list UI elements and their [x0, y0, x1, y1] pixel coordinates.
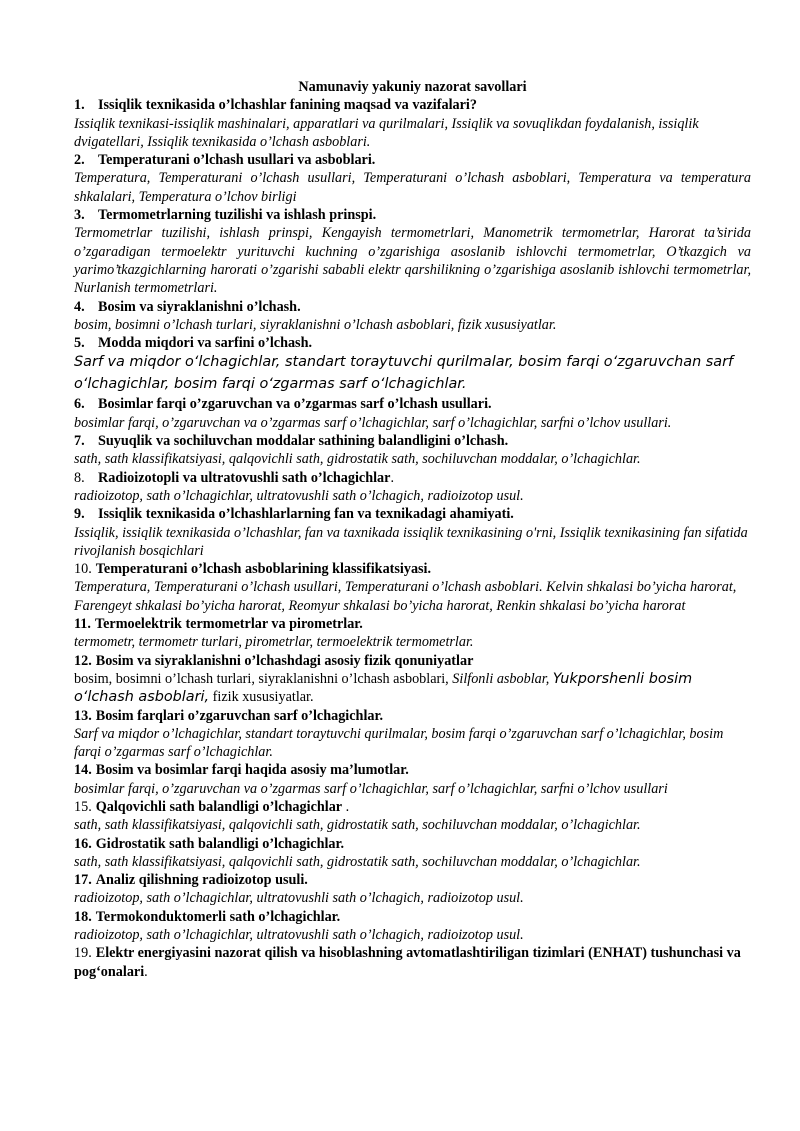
answer-3: Termometrlar tuzilishi, ishlash prinspi, Kengayish termometrlari, Manometrik termometrlar, Harorat ta’sirida o’zgaradigan termoelektr yurituvchi kuchning o’zgarishiga asoslanib ishlovchi termometrlar, O’tkazgich va yarimo’tkazgichlarning harorati o’zgarishi sababli elektr qarshilikning o’zgarishiga asoslanib ishlovchi termometrlar, Nurlanish termometrlari. — [74, 225, 751, 297]
question-text: Radioizotopli va ultratovushli sath o’lchagichlar — [98, 469, 391, 486]
question-text: Bosim va siyraklanishni o’lchash. — [98, 298, 301, 315]
question-tail: . — [342, 798, 350, 815]
question-3 — [74, 206, 751, 224]
question-13 — [74, 707, 751, 725]
answer-part: Silfonli asboblar, — [452, 670, 553, 687]
question-number: 2. — [74, 152, 85, 169]
question-number: 1. — [74, 97, 85, 114]
question-number: 6. — [74, 396, 85, 413]
answer-7: sath, sath klassifikatsiyasi, qalqovichli sath, gidrostatik sath, sochiluvchan moddalar, o’lchagichlar. — [74, 451, 641, 468]
question-16 — [74, 835, 751, 853]
question-number: 9. — [74, 506, 85, 523]
answer-13: Sarf va miqdor o’lchagichlar, standart toraytuvchi qurilmalar, bosim farqi o’zgaruvchan sarf o’lchagichlar, bosim farqi o’zgarmas sarf o’lchagichlar. — [74, 725, 724, 761]
question-number: 17. — [74, 872, 92, 889]
document-content — [74, 78, 751, 981]
question-10 — [74, 560, 751, 578]
question-text: Termokonduktomerli sath o’lchagichlar. — [95, 908, 341, 925]
answer-6: bosimlar farqi, o’zgaruvchan va o’zgarmas sarf o’lchagichlar, sarf o’lchagichlar, sarfni o’lchov usullari. — [74, 414, 672, 431]
question-text: Issiqlik texnikasida o’lchashlarlarning fan va texnikadagi ahamiyati. — [98, 506, 514, 523]
question-text: Bosimlar farqi o’zgaruvchan va o’zgarmas sarf o’lchash usullari. — [98, 396, 492, 413]
answer-2: Temperatura, Temperaturani o’lchash usullari, Temperaturani o’lchash asboblari, Temperatura va temperatura shkalalari, Temperatura o’lchov birligi — [74, 170, 751, 205]
answer-part: bosim, bosimni o’lchash turlari, siyraklanishni o’lchash asboblari, — [74, 670, 453, 687]
question-number: 18. — [74, 908, 92, 925]
question-number: 3. — [74, 207, 85, 224]
question-19 — [74, 944, 751, 981]
answer-part: Yukporshenli bosim o‘lchash asboblari, — [74, 670, 693, 706]
question-number: 4. — [74, 298, 85, 315]
question-number: 7. — [74, 433, 85, 450]
question-number: 11. — [74, 616, 91, 633]
question-6 — [74, 395, 751, 413]
question-text: Temperaturani o’lchash asboblarining klassifikatsiyasi. — [95, 561, 432, 578]
question-number: 12. — [74, 652, 92, 669]
answer-16: sath, sath klassifikatsiyasi, qalqovichli sath, gidrostatik sath, sochiluvchan moddalar, o’lchagichlar. — [74, 853, 641, 870]
question-number: 14. — [74, 762, 92, 779]
question-number: 13. — [74, 707, 92, 724]
question-number: 5. — [74, 335, 85, 352]
question-14 — [74, 761, 751, 779]
question-text: Termometrlarning tuzilishi va ishlash prinspi. — [98, 207, 377, 224]
question-8 — [74, 469, 751, 487]
answer-5: Sarf va miqdor o‘lchagichlar, standart toraytuvchi qurilmalar, bosim farqi o‘zgaruvchan sarf o‘lchagichlar, bosim farqi o‘zgarmas sarf o‘lchagichlar. — [74, 354, 734, 392]
question-text: Suyuqlik va sochiluvchan moddalar sathining balandligini o’lchash. — [98, 433, 509, 450]
question-18 — [74, 908, 751, 926]
answer-8: radioizotop, sath o’lchagichlar, ultratovushli sath o’lchagich, radioizotop usul. — [74, 487, 524, 504]
question-text: Modda miqdori va sarfini o’lchash. — [98, 335, 313, 352]
answer-9: Issiqlik, issiqlik texnikasida o’lchashlar, fan va taxnikada issiqlik texnikasining o'rni, Issiqlik texnikasining fan sifatida rivojlanish bosqichlari — [74, 524, 748, 559]
answer-11: termometr, termometr turlari, pirometrlar, termoelektrik termometrlar. — [74, 634, 474, 651]
answer-1: Issiqlik texnikasi-issiqlik mashinalari, apparatlari va qurilmalari, Issiqlik va sovuqlikdan foydalanish, issiqlik dvigatellari, Issiqlik texnikasida o’lchash asboblari. — [74, 115, 699, 150]
question-text: Elektr energiyasini nazorat qilish va hisoblashning avtomatlashtiriligan tizimlari (ENHAT) tushunchasi va pog‘onalari — [74, 945, 741, 980]
question-tail: . — [144, 963, 148, 980]
question-text: Gidrostatik sath balandligi o’lchagichlar. — [95, 835, 345, 852]
question-text: Temperaturani o’lchash usullari va asboblari. — [98, 152, 376, 169]
question-text: Termoelektrik termometrlar va pirometrlar. — [94, 616, 363, 633]
question-text: Qalqovichli sath balandligi o’lchagichlar — [95, 798, 343, 815]
question-text: Bosim farqlari o’zgaruvchan sarf o’lchagichlar. — [95, 707, 384, 724]
question-tail: . — [390, 469, 394, 486]
question-text: Analiz qilishning radioizotop usuli. — [95, 872, 308, 889]
question-number: 15. — [74, 798, 92, 815]
question-5 — [74, 334, 751, 352]
question-9 — [74, 505, 751, 523]
question-text: Issiqlik texnikasida o’lchashlar fanining maqsad va vazifalari? — [98, 97, 477, 114]
answer-12 — [74, 670, 751, 707]
question-number: 10. — [74, 561, 92, 578]
question-7 — [74, 432, 751, 450]
question-15 — [74, 798, 751, 816]
question-number: 19. — [74, 945, 92, 962]
answer-4: bosim, bosimni o’lchash turlari, siyraklanishni o’lchash asboblari, fizik xususiyatlar. — [74, 316, 557, 333]
question-number: 8. — [74, 469, 85, 486]
question-17 — [74, 871, 751, 889]
answer-17: radioizotop, sath o’lchagichlar, ultratovushli sath o’lchagich, radioizotop usul. — [74, 890, 524, 907]
document-title: Namunaviy yakuniy nazorat savollari — [298, 79, 527, 95]
answer-15: sath, sath klassifikatsiyasi, qalqovichli sath, gidrostatik sath, sochiluvchan moddalar, o’lchagichlar. — [74, 817, 641, 834]
answer-10: Temperatura, Temperaturani o’lchash usullari, Temperaturani o’lchash asboblari. Kelvin shkalasi bo’yicha harorat, Farengeyt shkalasi bo’yicha harorat, Reomyur shkalasi bo’yicha harorat, Renkin shkalasi bo’yicha harorat — [74, 579, 737, 614]
question-text: Bosim va siyraklanishni o’lchashdagi asosiy fizik qonuniyatlar — [95, 652, 474, 669]
answer-18: radioizotop, sath o’lchagichlar, ultratovushli sath o’lchagich, radioizotop usul. — [74, 927, 524, 944]
question-12 — [74, 652, 751, 670]
question-4 — [74, 298, 751, 316]
question-text: Bosim va bosimlar farqi haqida asosiy ma’lumotlar. — [95, 762, 409, 779]
question-1 — [74, 96, 751, 114]
answer-part: fizik xususiyatlar. — [209, 689, 314, 706]
answer-14: bosimlar farqi, o’zgaruvchan va o’zgarmas sarf o’lchagichlar, sarf o’lchagichlar, sarfni o’lchov usullari — [74, 780, 668, 797]
question-11 — [74, 615, 751, 633]
question-2 — [74, 151, 751, 169]
question-number: 16. — [74, 835, 92, 852]
